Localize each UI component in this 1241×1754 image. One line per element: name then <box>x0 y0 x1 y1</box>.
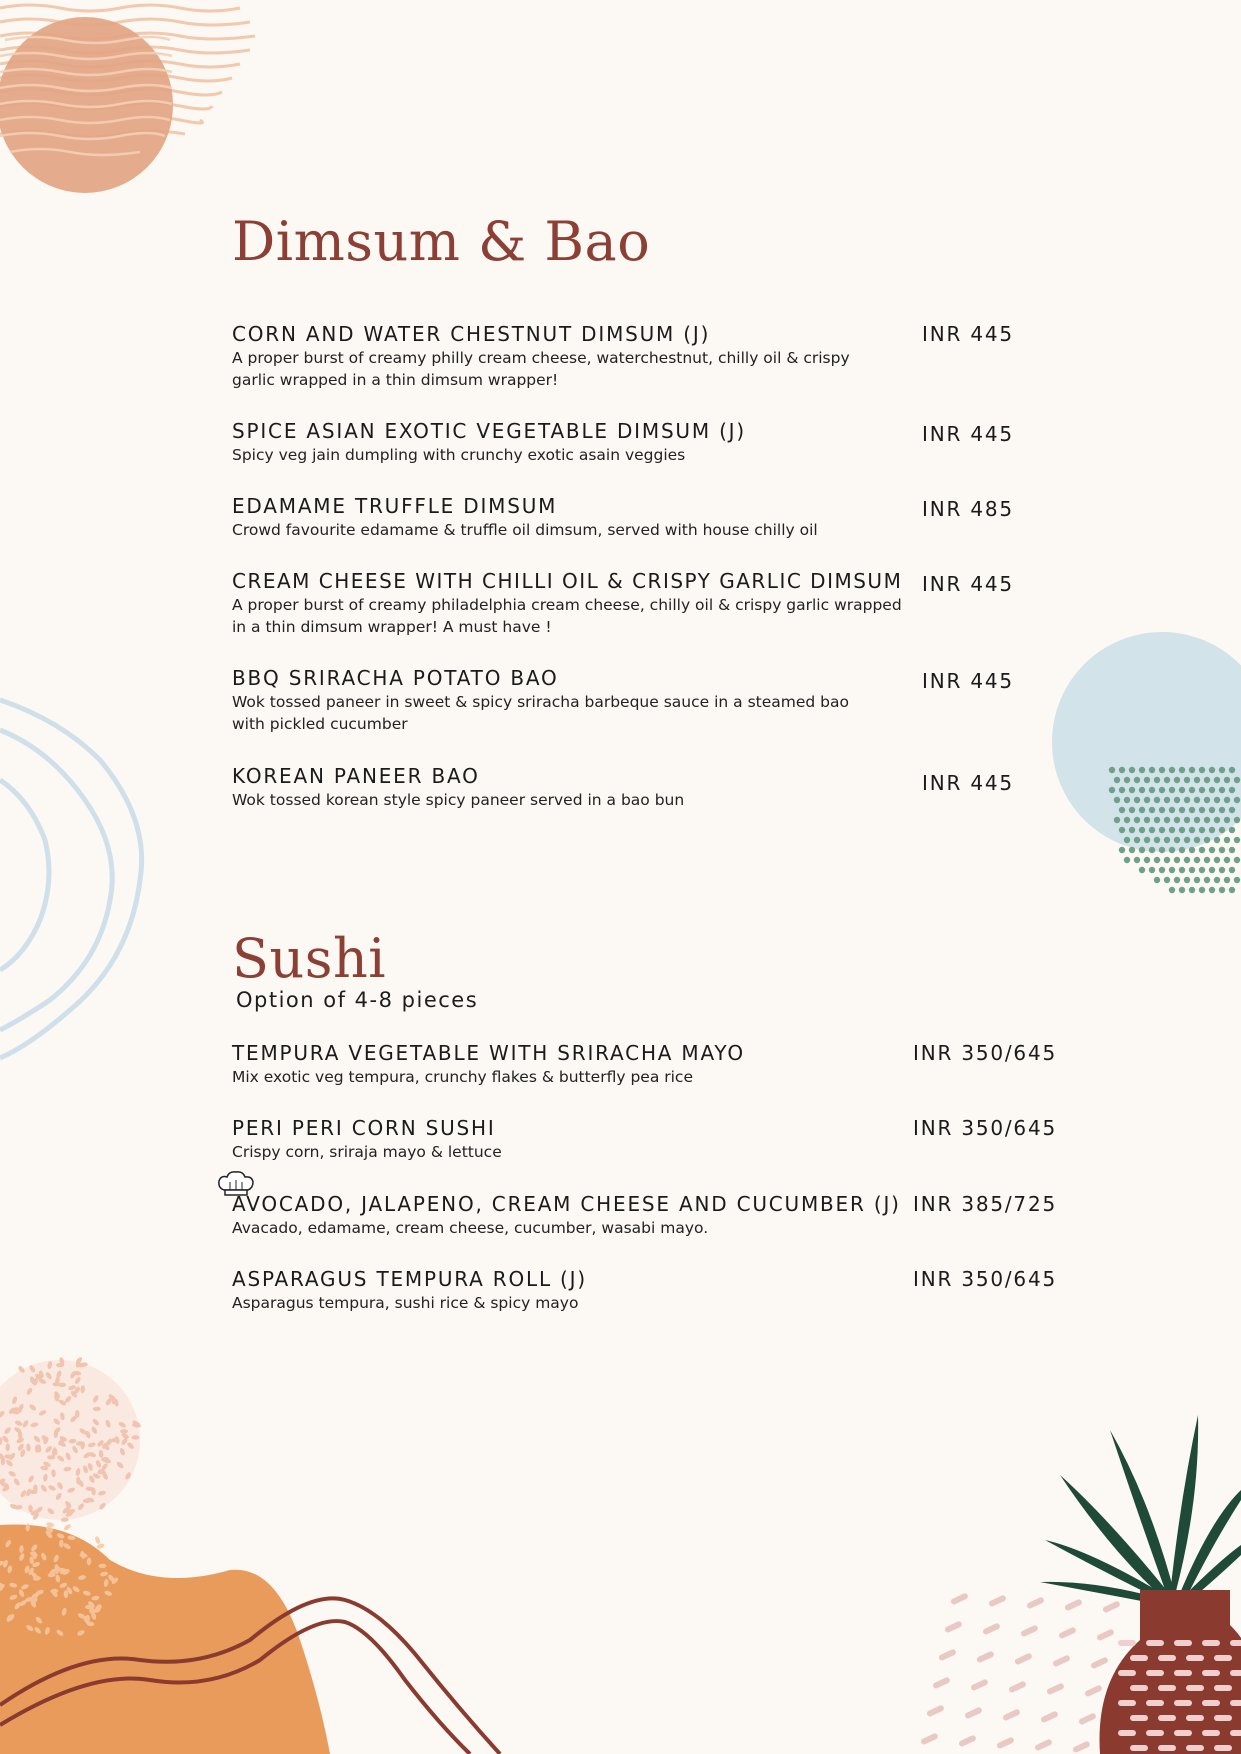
description-line: garlic wrapped in a thin dimsum wrapper! <box>232 371 559 389</box>
description-line: in a thin dimsum wrapper! A must have ! <box>232 618 552 636</box>
section-subtitle: Option of 4-8 pieces <box>236 988 479 1012</box>
description-line: Crowd favourite edamame & truffle oil dimsum, served with house chilly oil <box>232 521 818 539</box>
menu-item <box>232 493 1052 541</box>
description-line: with pickled cucumber <box>232 715 408 733</box>
menu-item-name: EDAMAME TRUFFLE DIMSUM <box>232 494 558 518</box>
menu-item-name: ASPARAGUS TEMPURA ROLL (J) <box>232 1267 587 1291</box>
menu-item-description <box>232 1066 882 1088</box>
menu-item-price: INR 445 <box>922 322 1014 346</box>
menu-item-name: AVOCADO, JALAPENO, CREAM CHEESE AND CUCUMBER (J) <box>232 1192 901 1216</box>
menu-item <box>232 1040 1057 1088</box>
description-line: Wok tossed korean style spicy paneer served in a bao bun <box>232 791 685 809</box>
menu-item-price: INR 445 <box>922 422 1014 446</box>
menu-item <box>232 418 1052 466</box>
menu-item-description <box>232 1141 882 1163</box>
menu-item-price: INR 485 <box>922 497 1014 521</box>
menu-item-price: INR 445 <box>922 572 1014 596</box>
menu-item-price: INR 350/645 <box>913 1116 1057 1140</box>
menu-item-name: TEMPURA VEGETABLE WITH SRIRACHA MAYO <box>232 1041 745 1065</box>
menu-item <box>232 763 1052 811</box>
menu-item <box>232 1266 1057 1314</box>
menu-item-description <box>232 444 882 466</box>
menu-item-price: INR 350/645 <box>913 1041 1057 1065</box>
description-line: Crispy corn, sriraja mayo & lettuce <box>232 1143 502 1161</box>
menu-item-price: INR 445 <box>922 669 1014 693</box>
menu-item <box>232 665 1052 735</box>
description-line: A proper burst of creamy philly cream cheese, waterchestnut, chilly oil & crispy <box>232 349 850 367</box>
menu-item <box>232 1115 1057 1163</box>
menu-item-description <box>232 594 912 638</box>
menu-item-description <box>232 691 882 735</box>
menu-item <box>232 321 1052 391</box>
description-line: Asparagus tempura, sushi rice & spicy mayo <box>232 1294 579 1312</box>
section-title-sushi: Sushi <box>232 927 387 990</box>
menu-item-name: CORN AND WATER CHESTNUT DIMSUM (J) <box>232 322 711 346</box>
menu-item-description <box>232 519 882 541</box>
description-line: A proper burst of creamy philadelphia cream cheese, chilly oil & crispy garlic wrapped <box>232 596 902 614</box>
menu-item-name: PERI PERI CORN SUSHI <box>232 1116 496 1140</box>
description-line: Mix exotic veg tempura, crunchy flakes & butterfly pea rice <box>232 1068 693 1086</box>
menu-item-price: INR 385/725 <box>913 1192 1057 1216</box>
menu-item-price: INR 445 <box>922 771 1014 795</box>
menu-item <box>232 568 1052 638</box>
menu-item <box>232 1191 1057 1239</box>
bottom-right-plant <box>920 1415 1241 1754</box>
top-left-wave-circle <box>0 0 260 193</box>
menu-item-price: INR 350/645 <box>913 1267 1057 1291</box>
section-title-dimsum-bao: Dimsum & Bao <box>232 210 651 273</box>
menu-item-name: KOREAN PANEER BAO <box>232 764 480 788</box>
right-blue-circle <box>1052 632 1241 893</box>
description-line: Spicy veg jain dumpling with crunchy exotic asain veggies <box>232 446 686 464</box>
menu-item-name: CREAM CHEESE WITH CHILLI OIL & CRISPY GARLIC DIMSUM <box>232 569 903 593</box>
menu-item-description <box>232 1292 882 1314</box>
menu-item-name: SPICE ASIAN EXOTIC VEGETABLE DIMSUM (J) <box>232 419 746 443</box>
bottom-left-shapes <box>0 1356 500 1754</box>
menu-item-name: BBQ SRIRACHA POTATO BAO <box>232 666 559 690</box>
description-line: Avacado, edamame, cream cheese, cucumber, wasabi mayo. <box>232 1219 709 1237</box>
menu-item-description <box>232 347 882 391</box>
left-blue-waves <box>0 700 142 1058</box>
menu-item-description <box>232 789 882 811</box>
description-line: Wok tossed paneer in sweet & spicy sriracha barbeque sauce in a steamed bao <box>232 693 849 711</box>
menu-item-description <box>232 1217 882 1239</box>
